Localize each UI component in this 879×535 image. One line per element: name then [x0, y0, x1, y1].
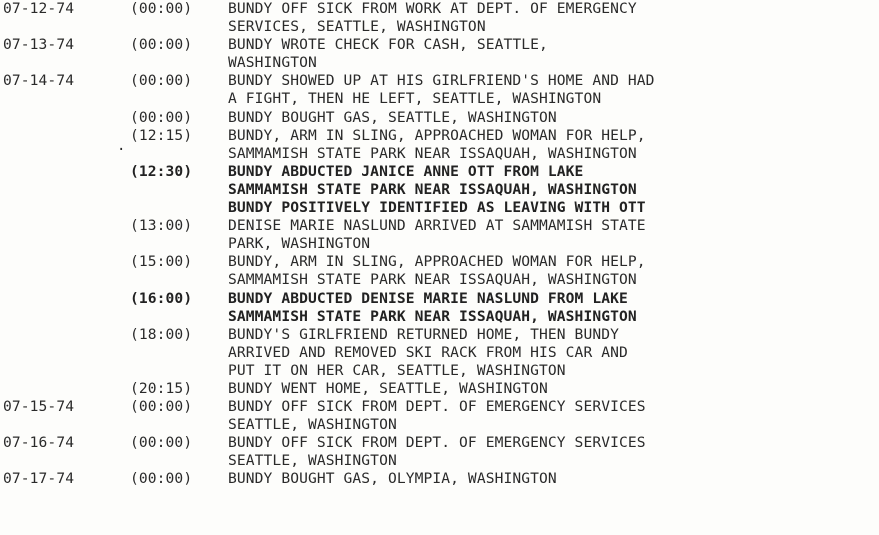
entry-text-line: PARK, WASHINGTON [228, 235, 371, 253]
entry-text-line: BUNDY BOUGHT GAS, OLYMPIA, WASHINGTON [228, 470, 557, 488]
entry-text-line: BUNDY OFF SICK FROM WORK AT DEPT. OF EMERGENCY [228, 0, 637, 17]
entry-date: 07-17-74 [3, 470, 75, 488]
entry-date: 07-15-74 [3, 398, 75, 416]
timeline-entry [0, 109, 879, 127]
entry-time: (00:00) [130, 0, 193, 17]
timeline-entry [0, 290, 879, 326]
entry-text-line: SAMMAMISH STATE PARK NEAR ISSAQUAH, WASHINGTON [228, 144, 637, 162]
entry-text-line: BUNDY ABDUCTED JANICE ANNE OTT FROM LAKE [228, 162, 584, 180]
entry-time: (15:00) [130, 253, 193, 271]
entry-text-line: BUNDY'S GIRLFRIEND RETURNED HOME, THEN BUNDY [228, 325, 619, 343]
entry-time: (13:00) [130, 217, 193, 235]
timeline-entry [0, 127, 879, 163]
entry-text-line: BUNDY POSITIVELY IDENTIFIED AS LEAVING WITH OTT [228, 199, 646, 217]
entry-text-line: BUNDY, ARM IN SLING, APPROACHED WOMAN FOR HELP, [228, 253, 646, 271]
entry-date: 07-12-74 [3, 0, 75, 17]
timeline-entry [0, 163, 879, 217]
entry-text-line: BUNDY OFF SICK FROM DEPT. OF EMERGENCY SERVICES [228, 434, 646, 452]
entry-time: (00:00) [130, 36, 193, 54]
entry-time: (16:00) [130, 289, 193, 307]
entry-text-line: SAMMAMISH STATE PARK NEAR ISSAQUAH, WASHINGTON [228, 307, 637, 325]
timeline-entry [0, 398, 879, 434]
entry-time: (12:15) [130, 126, 193, 144]
entry-time: (12:30) [130, 162, 193, 180]
entry-time: (18:00) [130, 325, 193, 343]
entry-text-line: ARRIVED AND REMOVED SKI RACK FROM HIS CAR AND [228, 343, 628, 361]
entry-text-line: WASHINGTON [228, 54, 317, 72]
entry-time: (00:00) [130, 398, 193, 416]
entry-text-line: SEATTLE, WASHINGTON [228, 416, 397, 434]
entry-time: (20:15) [130, 379, 193, 397]
entry-text-line: PUT IT ON HER CAR, SEATTLE, WASHINGTON [228, 361, 566, 379]
timeline-entry [0, 380, 879, 398]
entry-text-line: SAMMAMISH STATE PARK NEAR ISSAQUAH, WASHINGTON [228, 271, 637, 289]
entry-text-line: BUNDY ABDUCTED DENISE MARIE NASLUND FROM LAKE [228, 289, 628, 307]
timeline-entry [0, 0, 879, 36]
entry-date: 07-13-74 [3, 36, 75, 54]
entry-time: (00:00) [130, 108, 193, 126]
timeline-entry [0, 253, 879, 289]
entry-text-line: BUNDY, ARM IN SLING, APPROACHED WOMAN FOR HELP, [228, 126, 646, 144]
stray-mark: . [117, 138, 126, 154]
entry-date: 07-16-74 [3, 434, 75, 452]
timeline-entry [0, 217, 879, 253]
timeline-entry [0, 470, 879, 488]
entry-text-line: BUNDY OFF SICK FROM DEPT. OF EMERGENCY SERVICES [228, 398, 646, 416]
entry-time: (00:00) [130, 470, 193, 488]
entry-text-line: A FIGHT, THEN HE LEFT, SEATTLE, WASHINGTON [228, 90, 602, 108]
timeline-entry [0, 72, 879, 108]
timeline-entry [0, 36, 879, 72]
entry-text-line: SEATTLE, WASHINGTON [228, 452, 397, 470]
entry-date: 07-14-74 [3, 72, 75, 90]
entry-text-line: BUNDY WROTE CHECK FOR CASH, SEATTLE, [228, 36, 548, 54]
entry-text-line: DENISE MARIE NASLUND ARRIVED AT SAMMAMISH STATE [228, 217, 646, 235]
entry-text-line: BUNDY BOUGHT GAS, SEATTLE, WASHINGTON [228, 108, 557, 126]
timeline-entry [0, 434, 879, 470]
entry-time: (00:00) [130, 72, 193, 90]
entry-text-line: BUNDY WENT HOME, SEATTLE, WASHINGTON [228, 379, 548, 397]
entry-text-line: SERVICES, SEATTLE, WASHINGTON [228, 18, 486, 36]
entry-text-line: BUNDY SHOWED UP AT HIS GIRLFRIEND'S HOME AND HAD [228, 72, 655, 90]
entry-time: (00:00) [130, 434, 193, 452]
entry-text-line: SAMMAMISH STATE PARK NEAR ISSAQUAH, WASHINGTON [228, 180, 637, 198]
timeline-entry [0, 326, 879, 380]
